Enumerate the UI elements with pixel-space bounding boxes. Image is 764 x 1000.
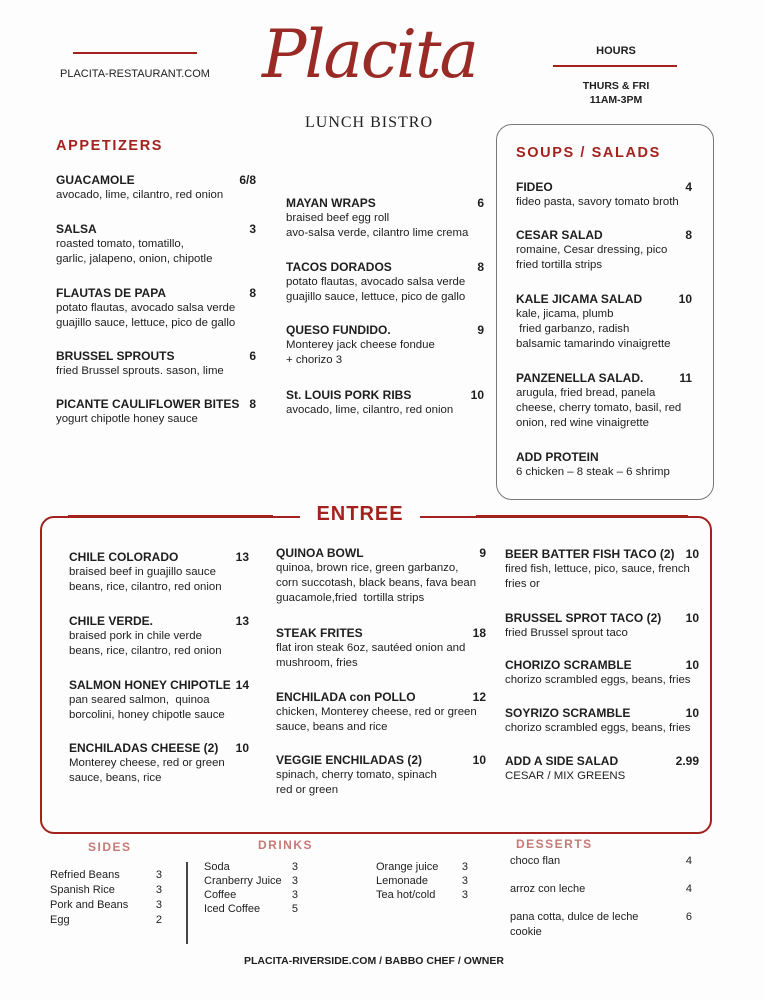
menu-item-price: 8 bbox=[477, 260, 484, 274]
menu-item-header bbox=[516, 180, 692, 195]
menu-item-header bbox=[505, 658, 699, 673]
appetizers-title: APPETIZERS bbox=[56, 138, 164, 154]
menu-item-price: 10 bbox=[685, 658, 699, 672]
menu-item-name: ENCHILADA con POLLO bbox=[276, 690, 416, 704]
menu-item-price: 2.99 bbox=[675, 754, 699, 768]
drinks-title: DRINKS bbox=[258, 838, 314, 852]
list-item-price: 6 bbox=[685, 911, 692, 923]
menu-item-name: CHILE COLORADO bbox=[69, 550, 179, 564]
menu-item-name: BRUSSEL SPROUTS bbox=[56, 349, 175, 363]
menu-item-header bbox=[505, 706, 699, 721]
menu-item-header bbox=[516, 228, 692, 243]
menu-item-header bbox=[505, 611, 699, 626]
menu-item-header bbox=[286, 388, 484, 403]
menu-item-name: QUESO FUNDIDO. bbox=[286, 323, 391, 337]
menu-item-description: avocado, lime, cilantro, red onion bbox=[56, 189, 224, 201]
menu-item-price: 13 bbox=[235, 614, 249, 628]
menu-item-price: 13 bbox=[235, 550, 249, 564]
list-item bbox=[510, 854, 692, 882]
menu-item-name: PICANTE CAULIFLOWER BITES bbox=[56, 397, 240, 411]
list-item-name: Iced Coffee bbox=[204, 903, 261, 915]
menu-item-name: MAYAN WRAPS bbox=[286, 196, 376, 210]
list-item-name: Coffee bbox=[204, 889, 237, 901]
menu-item-name: ADD PROTEIN bbox=[516, 450, 599, 464]
menu-item-header bbox=[56, 173, 256, 188]
menu-item-description: yogurt chipotle honey sauce bbox=[56, 413, 198, 425]
menu-item-header bbox=[516, 371, 692, 386]
list-item-price: 2 bbox=[155, 914, 162, 926]
menu-item-name: ADD A SIDE SALAD bbox=[505, 754, 619, 768]
menu-item bbox=[286, 323, 484, 368]
menu-item bbox=[69, 741, 249, 786]
menu-item-header bbox=[56, 222, 256, 237]
menu-item-description: braised beef in guajillo sauce beans, rice, cilantro, red onion bbox=[69, 566, 222, 593]
list-item bbox=[50, 913, 162, 928]
menu-item-name: SOYRIZO SCRAMBLE bbox=[505, 706, 631, 720]
menu-item bbox=[286, 196, 484, 241]
sides-list bbox=[50, 868, 162, 928]
menu-item-description: 6 chicken – 8 steak – 6 shrimp bbox=[516, 466, 670, 478]
hours-days: THURS & FRI bbox=[582, 80, 650, 92]
menu-item bbox=[505, 547, 699, 592]
menu-item-price: 9 bbox=[479, 546, 486, 560]
menu-item-description: avocado, lime, cilantro, red onion bbox=[286, 404, 454, 416]
menu-item bbox=[56, 173, 256, 203]
list-item-name: arroz con leche bbox=[510, 883, 586, 895]
list-item-name: Lemonade bbox=[376, 875, 428, 887]
menu-item-description: quinoa, brown rice, green garbanzo, corn succotash, black beans, fava bean guacamole,fried tortilla strips bbox=[276, 562, 477, 604]
list-item bbox=[50, 868, 162, 883]
list-item-name: Refried Beans bbox=[50, 869, 120, 881]
entree-title: ENTREE bbox=[300, 503, 420, 526]
menu-item-description: chorizo scrambled eggs, beans, fries bbox=[505, 674, 691, 686]
list-item-name: Egg bbox=[50, 914, 70, 926]
menu-item bbox=[516, 228, 692, 273]
list-item bbox=[376, 888, 468, 902]
menu-item-description: arugula, fried bread, panela cheese, cherry tomato, basil, red onion, red wine vinaigrette bbox=[516, 387, 682, 429]
menu-item-name: FIDEO bbox=[516, 180, 553, 194]
list-item bbox=[510, 910, 692, 938]
list-item-price: 3 bbox=[461, 889, 468, 901]
menu-item-price: 6/8 bbox=[239, 173, 256, 187]
menu-item bbox=[56, 286, 256, 331]
menu-item-name: VEGGIE ENCHILADAS (2) bbox=[276, 753, 423, 767]
menu-item-description: fried Brussel sprout taco bbox=[505, 627, 628, 639]
menu-item-description: potato flautas, avocado salsa verde guajillo sauce, lettuce, pico de gallo bbox=[56, 302, 236, 329]
sides-title: SIDES bbox=[88, 840, 132, 854]
logo-subtitle: LUNCH BISTRO bbox=[304, 114, 433, 131]
list-item bbox=[50, 883, 162, 898]
list-item-price: 4 bbox=[685, 883, 692, 895]
menu-item-name: KALE JICAMA SALAD bbox=[516, 292, 643, 306]
menu-item-price: 12 bbox=[472, 690, 486, 704]
menu-item bbox=[286, 260, 484, 305]
list-item-price: 3 bbox=[155, 869, 162, 881]
menu-item-description: Monterey jack cheese fondue + chorizo 3 bbox=[286, 339, 435, 366]
menu-item-description: chicken, Monterey cheese, red or green sauce, beans and rice bbox=[276, 706, 477, 733]
list-item-price: 3 bbox=[461, 875, 468, 887]
menu-item bbox=[56, 349, 256, 379]
menu-item-header bbox=[286, 323, 484, 338]
menu-item bbox=[516, 371, 692, 431]
menu-item-header bbox=[516, 292, 692, 307]
list-item-name: Orange juice bbox=[376, 861, 439, 873]
desserts-list bbox=[510, 854, 692, 938]
menu-item-price: 8 bbox=[685, 228, 692, 242]
list-item-name: Spanish Rice bbox=[50, 884, 115, 896]
menu-item-description: romaine, Cesar dressing, pico fried tortilla strips bbox=[516, 244, 668, 271]
list-item-price: 3 bbox=[291, 875, 298, 887]
list-item-name: choco flan bbox=[510, 855, 561, 867]
menu-item-name: GUACAMOLE bbox=[56, 173, 135, 187]
menu-item-price: 9 bbox=[477, 323, 484, 337]
menu-item bbox=[69, 550, 249, 595]
menu-item-description: pan seared salmon, quinoa borcolini, honey chipotle sauce bbox=[69, 694, 225, 721]
menu-item-price: 3 bbox=[249, 222, 256, 236]
menu-item-name: CHORIZO SCRAMBLE bbox=[505, 658, 632, 672]
menu-item bbox=[276, 546, 486, 606]
menu-item-header bbox=[56, 397, 256, 412]
menu-item-price: 10 bbox=[235, 741, 249, 755]
menu-item-price: 10 bbox=[472, 753, 486, 767]
menu-item-description: braised beef egg roll avo-salsa verde, cilantro lime crema bbox=[286, 212, 469, 239]
menu-item-description: CESAR / MIX GREENS bbox=[505, 770, 626, 782]
drinks-list-1 bbox=[204, 860, 298, 916]
list-item bbox=[204, 860, 298, 874]
list-item bbox=[510, 882, 692, 910]
menu-item-price: 14 bbox=[235, 678, 249, 692]
menu-item-header bbox=[56, 349, 256, 364]
menu-item bbox=[516, 450, 692, 480]
menu-item bbox=[56, 397, 256, 427]
menu-item-description: fired fish, lettuce, pico, sauce, french fries or bbox=[505, 563, 690, 590]
menu-item-name: CESAR SALAD bbox=[516, 228, 603, 242]
menu-item-price: 8 bbox=[249, 397, 256, 411]
menu-item-name: TACOS DORADOS bbox=[286, 260, 392, 274]
logo: Placita bbox=[262, 16, 477, 93]
menu-item-header bbox=[516, 450, 692, 465]
drinks-list-2 bbox=[376, 860, 468, 902]
menu-item-name: STEAK FRITES bbox=[276, 626, 363, 640]
list-item bbox=[50, 898, 162, 913]
footer: PLACITA-RIVERSIDE.COM / BABBO CHEF / OWNER bbox=[244, 955, 504, 967]
menu-item-header bbox=[286, 196, 484, 211]
soups-title: SOUPS / SALADS bbox=[516, 145, 661, 161]
menu-item-description: spinach, cherry tomato, spinach red or green bbox=[276, 769, 437, 796]
menu-item bbox=[516, 292, 692, 352]
list-item-name: Pork and Beans bbox=[50, 899, 129, 911]
menu-item-price: 4 bbox=[685, 180, 692, 194]
list-item-price: 5 bbox=[291, 903, 298, 915]
website: PLACITA-RESTAURANT.COM bbox=[60, 68, 210, 80]
list-item-price: 3 bbox=[461, 861, 468, 873]
menu-item-price: 10 bbox=[678, 292, 692, 306]
desserts-title: DESSERTS bbox=[516, 837, 593, 851]
list-item bbox=[204, 902, 298, 916]
menu-item-header bbox=[286, 260, 484, 275]
menu-item-name: SALMON HONEY CHIPOTLE bbox=[69, 678, 231, 692]
menu-item-name: FLAUTAS DE PAPA bbox=[56, 286, 166, 300]
menu-item-description: roasted tomato, tomatillo, garlic, jalapeno, onion, chipotle bbox=[56, 238, 213, 265]
menu-item-price: 11 bbox=[679, 371, 692, 385]
menu-item bbox=[69, 614, 249, 659]
list-item-name: Soda bbox=[204, 861, 230, 873]
menu-item-description: potato flautas, avocado salsa verde guajillo sauce, lettuce, pico de gallo bbox=[286, 276, 466, 303]
menu-item-header bbox=[276, 546, 486, 561]
menu-item-price: 18 bbox=[472, 626, 486, 640]
menu-item-description: fried Brussel sprouts. sason, lime bbox=[56, 365, 224, 377]
menu-item bbox=[69, 678, 249, 723]
menu-item bbox=[505, 754, 699, 784]
menu-item-name: BEER BATTER FISH TACO (2) bbox=[505, 547, 675, 561]
menu-item bbox=[276, 753, 486, 798]
list-item-price: 3 bbox=[291, 889, 298, 901]
menu-item bbox=[505, 658, 699, 688]
menu-item-description: flat iron steak 6oz, sautéed onion and mushroom, fries bbox=[276, 642, 466, 669]
menu-item bbox=[505, 611, 699, 641]
list-item-name: pana cotta, dulce de leche cookie bbox=[510, 911, 639, 938]
menu-item-price: 6 bbox=[249, 349, 256, 363]
menu-item-name: ENCHILADAS CHEESE (2) bbox=[69, 741, 219, 755]
menu-item-header bbox=[69, 614, 249, 629]
list-item bbox=[204, 874, 298, 888]
menu-item-price: 10 bbox=[470, 388, 484, 402]
menu-item-description: chorizo scrambled eggs, beans, fries bbox=[505, 722, 691, 734]
divider bbox=[186, 862, 188, 944]
menu-item-price: 6 bbox=[477, 196, 484, 210]
menu-item-price: 10 bbox=[685, 611, 699, 625]
menu-item-header bbox=[69, 741, 249, 756]
hours-title: HOURS bbox=[596, 45, 636, 57]
menu-item-name: BRUSSEL SPROT TACO (2) bbox=[505, 611, 662, 625]
menu-item-description: fideo pasta, savory tomato broth bbox=[516, 196, 679, 208]
list-item-price: 4 bbox=[685, 855, 692, 867]
menu-item-price: 10 bbox=[685, 706, 699, 720]
list-item-price: 3 bbox=[291, 861, 298, 873]
menu-item bbox=[505, 706, 699, 736]
menu-item bbox=[276, 626, 486, 671]
menu-item-description: braised pork in chile verde beans, rice, cilantro, red onion bbox=[69, 630, 222, 657]
list-item bbox=[204, 888, 298, 902]
menu-item-name: SALSA bbox=[56, 222, 97, 236]
list-item-name: Tea hot/cold bbox=[376, 889, 436, 901]
menu-item bbox=[276, 690, 486, 735]
hours-time: 11AM-3PM bbox=[589, 94, 643, 106]
menu-item-header bbox=[505, 547, 699, 562]
list-item bbox=[376, 874, 468, 888]
menu-item-header bbox=[505, 754, 699, 769]
list-item-price: 3 bbox=[155, 899, 162, 911]
menu-item bbox=[56, 222, 256, 267]
list-item-name: Cranberry Juice bbox=[204, 875, 282, 887]
list-item bbox=[376, 860, 468, 874]
menu-item-description: Monterey cheese, red or green sauce, beans, rice bbox=[69, 757, 225, 784]
menu-item-header bbox=[276, 626, 486, 641]
menu-item-header bbox=[69, 550, 249, 565]
menu-item-description: kale, jicama, plumb fried garbanzo, radish balsamic tamarindo vinaigrette bbox=[516, 308, 671, 350]
menu-item bbox=[516, 180, 692, 210]
list-item-price: 3 bbox=[155, 884, 162, 896]
menu-item-price: 10 bbox=[685, 547, 699, 561]
menu-item-name: CHILE VERDE. bbox=[69, 614, 154, 628]
menu-item-header bbox=[56, 286, 256, 301]
menu-item-name: PANZENELLA SALAD. bbox=[516, 371, 644, 385]
menu-item-header bbox=[276, 690, 486, 705]
menu-item-header bbox=[69, 678, 249, 693]
menu-item-name: St. LOUIS PORK RIBS bbox=[286, 388, 412, 402]
menu-item-name: QUINOA BOWL bbox=[276, 546, 364, 560]
menu-item-price: 8 bbox=[249, 286, 256, 300]
menu-item-header bbox=[276, 753, 486, 768]
menu-item bbox=[286, 388, 484, 418]
